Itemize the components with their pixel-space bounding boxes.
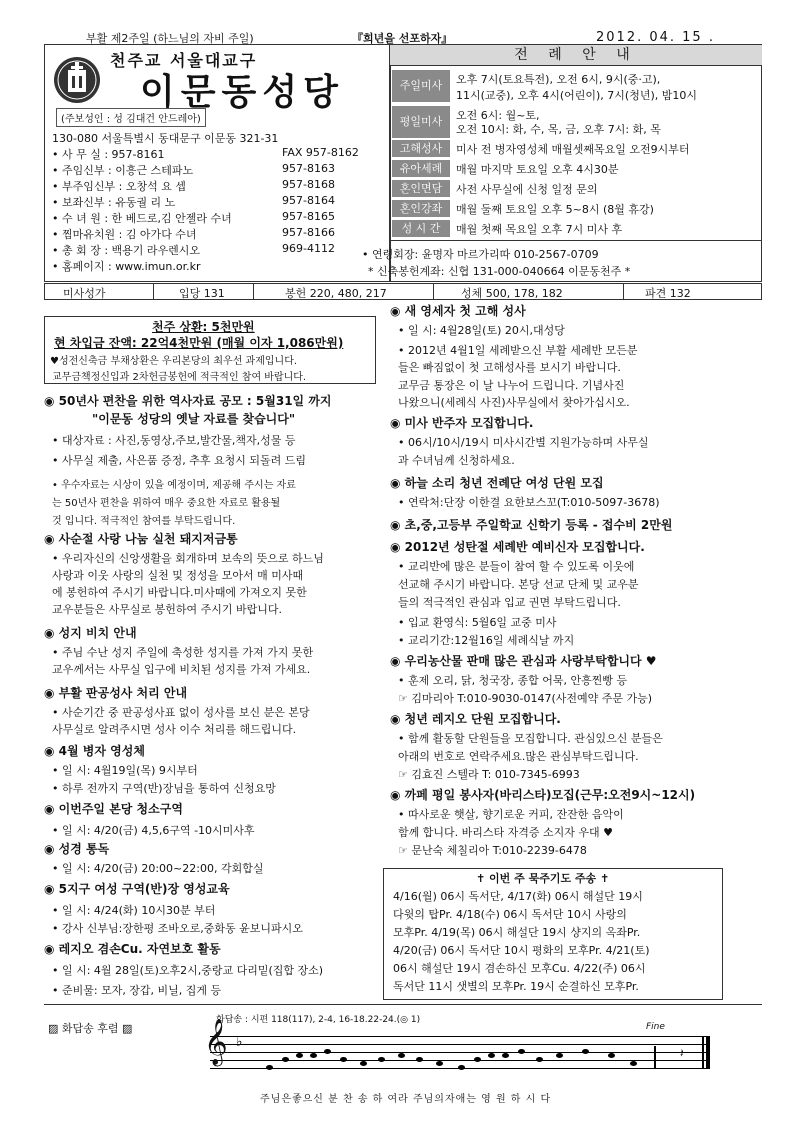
mass-label: 혼인면담 <box>392 180 450 197</box>
notice-title: ◉ 새 영세자 첫 고해 성사 <box>390 304 526 318</box>
notice-line: ☞ 문난숙 체칠리아 T:010-2239-6478 <box>398 844 587 857</box>
contact-row: • 찜마유치원 : 김 아가다 수녀 957-8166 <box>52 226 335 241</box>
notice-title: ◉ 사순절 사랑 나눔 실천 돼지저금통 <box>44 532 238 546</box>
mass-label: 성 시 간 <box>392 220 450 237</box>
notice-line: 함께 합니다. 바리스타 자격증 소지자 우대 ♥ <box>398 826 613 839</box>
mass-time: 오전 6시: 월~토, <box>456 109 540 122</box>
notice-title: ◉ 부활 판공성사 처리 안내 <box>44 686 188 700</box>
notice-line: • 일 시: 4월 28일(토)오후2시,중랑교 다리밑(집합 장소) <box>52 964 324 977</box>
notice-line: 과 수녀님께 신청하세요. <box>398 454 515 467</box>
notice-title: ◉ 5지구 여성 구역(반)장 영성교육 <box>44 882 230 896</box>
rosary-line: 다윗의 탑Pr. 4/18(수) 06시 독서단 10시 사랑의 <box>393 908 627 921</box>
mass-time: 미사 전 병자영성체 매월셋째목요일 오전9시부터 <box>456 143 690 156</box>
flat-icon: ♭ <box>236 1034 243 1050</box>
church-logo-icon <box>52 50 102 110</box>
contact-row: • 부주임신부 : 오창석 요 셉 957-8168 <box>52 178 335 193</box>
notice-title: ◉ 레지오 겸손Cu. 자연보호 활동 <box>44 942 221 956</box>
notice-line: 들은 빠짐없이 첫 고해성사를 보시기 바랍니다. <box>398 361 621 374</box>
notice-line: 아래의 번호로 연락주세요.많은 관심부탁드립니다. <box>398 750 639 763</box>
rosary-line: 모후Pr. 4/19(목) 06시 해설단 19시 샹지의 옥좌Pr. <box>393 926 641 939</box>
mass-time: 매월 마지막 토요일 오후 4시30분 <box>456 163 619 176</box>
notice-line: • 입교 환영식: 5월6일 교중 미사 <box>398 616 557 629</box>
notice-line: 사랑과 이웃 사랑의 실천 및 정성을 모아서 매 미사때 <box>52 569 304 582</box>
bulletin-date: 2012. 04. 15 . <box>596 30 715 45</box>
fund-note: ♥성전신축금 부채상환은 우리본당의 최우선 과제입니다. <box>50 356 298 367</box>
notice-line: 교우께서는 사무실 입구에 비치된 성지를 가져 가세요. <box>52 663 311 676</box>
notice-title: ◉ 미사 반주자 모집합니다. <box>390 416 534 430</box>
notice-line: 들의 적극적인 관심과 입교 권면 부탁드립니다. <box>398 596 621 609</box>
rosary-title: ✝ 이번 주 묵주기도 주송 ✝ <box>476 872 610 885</box>
notice-line: 선교해 주시기 바랍니다. 본당 선교 단체 및 교우분 <box>398 578 639 591</box>
contact-row: • 수 녀 원 : 한 베드로,김 안젤라 수녀 957-8165 <box>52 210 335 225</box>
notice-line: • 일 시: 4/20(금) 4,5,6구역 -10시미사후 <box>52 824 255 837</box>
notice-line: • 준비물: 모자, 장갑, 비닐, 집게 등 <box>52 984 222 997</box>
mass-time: 매월 첫째 목요일 오후 7시 미사 후 <box>456 223 623 236</box>
mass-label: 유아세례 <box>392 160 450 177</box>
homepage-link[interactable]: • 홈페이지 : www.imun.or.kr <box>52 260 201 273</box>
mass-time: 오후 7시(토요특전), 오전 6시, 9시(중·고), <box>456 73 661 86</box>
motto: 『희년을 선포하자』 <box>352 32 453 45</box>
notice-line: • 훈제 오리, 닭, 청국장, 종합 어묵, 안흥찐빵 등 <box>398 674 628 687</box>
rosary-line: 06시 해설단 19시 겸손하신 모후Cu. 4/22(주) 06시 <box>393 962 646 975</box>
notice-line: • 일 시: 4/20(금) 20:00~22:00, 각회합실 <box>52 862 264 875</box>
notice-line: • 사순기간 중 판공성사표 없이 성사를 보신 분은 본당 <box>52 706 310 719</box>
patron-saint: (주보성인 : 성 김대건 안드레아) <box>56 108 206 127</box>
notice-line: • 강사 신부님:장한평 조바오로,중화동 윤보니파시오 <box>52 922 303 935</box>
notice-line: • 대상자료 : 사진,동영상,주보,발간물,책자,성물 등 <box>52 434 296 447</box>
mass-label: 주일미사 <box>392 70 450 102</box>
notice-line: • 우수자료는 시상이 있을 예정이며, 제공해 주시는 자료 <box>52 480 296 491</box>
notice-line: • 교리반에 많은 분들이 참여 할 수 있도록 이웃에 <box>398 560 635 573</box>
notice-line: • 주님 수난 성지 주일에 축성한 성지를 가져 가지 못한 <box>52 646 314 659</box>
notice-title: ◉ 까페 평일 봉사자(바리스타)모집(근무:오전9시~12시) <box>390 788 696 802</box>
stat-hymn: 미사성가 <box>63 287 106 300</box>
psalm-fine: Fine <box>646 1022 665 1032</box>
notice-line: 나왔으니(세례식 사진)사무실에서 찾아가십시오. <box>398 396 630 409</box>
liturgy-title: 전 례 안 내 <box>390 45 762 66</box>
stat-communion: 성체 500, 178, 182 <box>461 287 563 300</box>
mass-time: 오전 10시: 화, 수, 목, 금, 오후 7시: 화, 목 <box>456 123 661 136</box>
notice-line: • 따사로운 햇살, 향기로운 커피, 잔잔한 음악이 <box>398 808 624 821</box>
mass-label: 고해성사 <box>392 140 450 157</box>
contact-row: • 총 회 장 : 백용기 라우렌시오 969-4112 <box>52 242 335 257</box>
notice-line: • 교리기간:12월16일 세례식날 까지 <box>398 634 575 647</box>
notice-title: ◉ 하늘 소리 청년 전례단 여성 단원 모집 <box>390 476 604 490</box>
notice-line: ☞ 김효진 스텔라 T: 010-7345-6993 <box>398 768 580 781</box>
notice-line: • 우리자신의 신앙생활을 회개하며 보속의 뜻으로 하느님 <box>52 552 324 565</box>
contact-row: • 보좌신부 : 유동궐 리 노 957-8164 <box>52 194 335 209</box>
notice-title: ◉ 4월 병자 영성체 <box>44 744 145 758</box>
notice-line: • 일 시: 4월28일(토) 20시,대성당 <box>398 324 565 337</box>
stat-entrance: 입당 131 <box>179 287 225 300</box>
stat-dismissal: 파견 132 <box>645 287 691 300</box>
notice-title: ◉ 초,중,고등부 주일학교 신학기 등록 - 접수비 2만원 <box>390 518 673 532</box>
notice-line: • 함께 활동할 단원들을 모집합니다. 관심있으신 분들은 <box>398 732 663 745</box>
notice-title: ◉ 2012년 성탄절 세례반 예비신자 모집합니다. <box>390 540 645 554</box>
notice-title: ◉ 50년사 편찬을 위한 역사자료 공모 : 5월31일 까지 <box>44 394 332 408</box>
liturgical-week: 부활 제2주일 (하느님의 자비 주일) <box>86 32 254 45</box>
mass-time: 11시(교중), 오후 4시(어린이), 7시(청년), 밤10시 <box>456 89 697 102</box>
notice-title: ◉ 청년 레지오 단원 모집합니다. <box>390 712 561 726</box>
notice-line: 는 50년사 편찬을 위하여 매우 중요한 자료로 활용될 <box>52 498 281 509</box>
mass-time: 사전 사무실에 신청 일정 문의 <box>456 183 598 196</box>
psalm-label: ▨ 화답송 후렴 ▨ <box>48 1022 133 1035</box>
contact-row: • 주임신부 : 이흥근 스테파노 957-8163 <box>52 162 335 177</box>
contact-row: • 사 무 실 : 957-8161 FAX 957-8162 <box>52 146 359 161</box>
notice-line: • 사무실 제출, 사은품 증정, 추후 요청시 되돌려 드림 <box>52 454 306 467</box>
notice-title: ◉ 성경 통독 <box>44 842 110 856</box>
notice-line: ☞ 김마리아 T:010-9030-0147(사전예약 주문 가능) <box>398 692 653 705</box>
rosary-line: 4/16(월) 06시 독서단, 4/17(화) 06시 해설단 19시 <box>393 890 643 903</box>
notice-line: 것 입니다. 적극적인 참여를 부탁드립니다. <box>52 516 236 527</box>
notice-title: ◉ 이번주일 본당 청소구역 <box>44 802 183 816</box>
notice-line: • 일 시: 4/24(화) 10시30분 부터 <box>52 904 216 917</box>
notice-line: • 2012년 4월1일 세례받으신 부활 세례반 모든분 <box>398 344 638 357</box>
notice-title: ◉ 우리농산물 판매 많은 관심과 사랑부탁합니다 ♥ <box>390 654 657 668</box>
stat-offertory: 봉헌 220, 480, 217 <box>285 287 387 300</box>
mass-label: 평일미사 <box>392 106 450 138</box>
notice-line: • 06시/10시/19시 미사시간별 지원가능하며 사무실 <box>398 436 649 449</box>
building-account: * 신축봉헌계좌: 신협 131-000-040664 이문동천주 * <box>368 265 631 278</box>
rosary-line: 독서단 11시 샛별의 모후Pr. 19시 순결하신 모후Pr. <box>393 980 639 993</box>
notice-line: • 하루 전까지 구역(반)장님을 통하여 신청요망 <box>52 782 276 795</box>
notice-line: • 연락처:단장 이한결 요한보스꼬(T:010-5097-3678) <box>398 496 660 509</box>
notice-line: • 일 시: 4월19일(목) 9시부터 <box>52 764 198 777</box>
notice-line: 에 봉헌하여 주시기 바랍니다.미사때에 가져오지 못한 <box>52 586 307 599</box>
mass-stats-row <box>44 283 762 300</box>
archdiocese-name: 천주교 서울대교구 <box>110 51 258 70</box>
mass-label: 혼인강좌 <box>392 200 450 217</box>
notice-line: 교우분들은 사무실로 봉헌하여 주시기 바랍니다. <box>52 603 283 616</box>
fund-title: 천주 상환: 5천만원 <box>152 320 255 334</box>
notice-line: 교무금 통장은 이 날 나누어 드립니다. 기념사진 <box>398 379 625 392</box>
psalm-lyrics: 주님은좋으신 분 찬 송 하 여라 주님의자애는 영 원 하 시 다 <box>260 1094 552 1105</box>
rosary-line: 4/20(금) 06시 독서단 10시 평화의 모후Pr. 4/21(토) <box>393 944 650 957</box>
fund-debt: 현 차입금 잔액: 22억4천만원 (매월 이자 1,086만원) <box>54 336 344 350</box>
fund-note: 교무금책정신입과 2차헌금봉헌에 적극적인 참여 바랍니다. <box>52 372 307 383</box>
mass-time: 매월 둘째 토요일 오후 5~8시 (8월 휴강) <box>456 203 654 216</box>
church-name: 이문동성당 <box>140 72 344 113</box>
notice-line: 사무실로 알려주시면 성사 이수 처리를 해드립니다. <box>52 723 297 736</box>
rest-icon: 𝄽 <box>680 1046 684 1060</box>
funeral-contact: • 연령회장: 윤명자 마르가리따 010-2567-0709 <box>362 248 599 261</box>
notice-title: ◉ 성지 비치 안내 <box>44 626 137 640</box>
psalm-reference: 화답송 : 시편 118(117), 2-4, 16-18.22-24.(◎ 1) <box>216 1015 421 1025</box>
notice-line: "이문동 성당의 옛날 자료를 찾습니다" <box>92 412 296 426</box>
treble-clef-icon: 𝄞 <box>204 1019 228 1065</box>
church-address: 130-080 서울특별시 동대문구 이문동 321-31 <box>52 132 279 145</box>
